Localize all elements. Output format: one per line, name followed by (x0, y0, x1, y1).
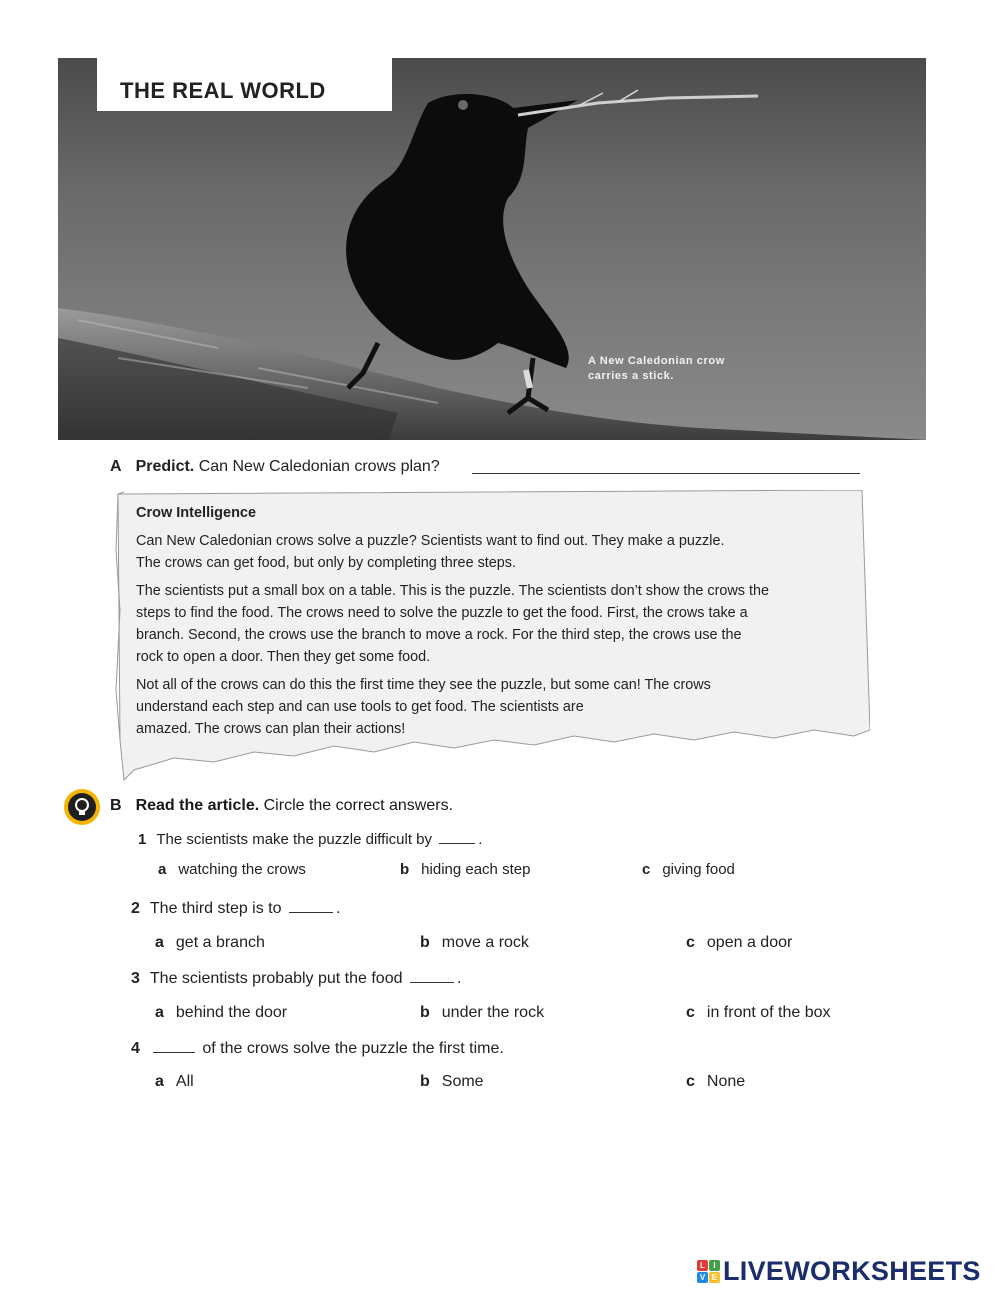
option-text: All (175, 1073, 194, 1090)
article-line: branch. Second, the crows use the branch to move a rock. For the third step, the crows use the (136, 627, 742, 643)
photo-caption (588, 354, 788, 384)
logo-blocks-icon (697, 1260, 721, 1284)
option-text: move a rock (441, 934, 529, 951)
option-text: giving food (662, 861, 735, 878)
question-number: 1 (138, 831, 147, 848)
answer-blank[interactable] (439, 831, 475, 844)
article-line: The scientists put a small box on a table. This is the puzzle. The scientists don’t show the crows the (136, 583, 769, 599)
option-letter: c (686, 1004, 695, 1021)
article-line: Not all of the crows can do this the first time they see the puzzle, but some can! The crows (136, 677, 711, 693)
option-letter: a (158, 861, 167, 878)
option-2c[interactable] (686, 934, 792, 952)
option-letter: c (686, 934, 695, 951)
option-1c[interactable] (642, 861, 735, 878)
logo-block: I (709, 1260, 720, 1271)
logo-block: E (709, 1272, 720, 1283)
option-text: under the rock (441, 1004, 545, 1021)
question-number: 3 (131, 970, 140, 987)
article-line: rock to open a door. Then they get some food. (136, 649, 431, 665)
option-letter: a (155, 1073, 164, 1090)
option-letter: c (686, 1073, 695, 1090)
question-4 (131, 1040, 504, 1058)
section-banner: THE REAL WORLD (97, 58, 392, 111)
article-line: steps to find the food. The crows need to solve the puzzle to get the food. First, the crows take a (136, 605, 748, 621)
option-text: hiding each step (421, 861, 531, 878)
option-3a[interactable] (155, 1004, 287, 1022)
option-2b[interactable] (420, 934, 529, 952)
article-line: amazed. The crows can plan their actions! (136, 721, 406, 737)
option-1a[interactable] (158, 861, 306, 878)
predict-label: Predict. (135, 458, 195, 475)
section-letter: A (110, 458, 122, 475)
article-card (114, 490, 870, 782)
logo-block: L (697, 1260, 708, 1271)
article-title: Crow Intelligence (136, 505, 257, 521)
article-line: Can New Caledonian crows solve a puzzle? Scientists want to find out. They make a puzzle. (136, 533, 725, 549)
article-line: understand each step and can use tools to get food. The scientists are (136, 699, 584, 715)
option-text: behind the door (175, 1004, 288, 1021)
article-paragraph (136, 530, 860, 574)
option-text: watching the crows (178, 861, 306, 878)
predict-answer-field[interactable] (472, 473, 860, 474)
option-4a[interactable] (155, 1073, 194, 1091)
option-letter: a (155, 934, 164, 951)
article-paragraph (136, 674, 860, 740)
question-2 (131, 900, 340, 918)
question-text-end: . (335, 900, 341, 917)
question-1 (138, 831, 482, 848)
crow-illustration (58, 58, 926, 440)
logo-block: V (697, 1272, 708, 1283)
answer-blank[interactable] (410, 970, 454, 983)
question-text-end: of the crows solve the puzzle the first time. (202, 1040, 504, 1057)
crow-photo (58, 58, 926, 440)
question-text: The scientists make the puzzle difficult by (156, 831, 433, 848)
answer-blank[interactable] (153, 1040, 195, 1053)
lightbulb-icon (64, 789, 100, 825)
predict-question (110, 458, 440, 476)
option-text: in front of the box (706, 1004, 831, 1021)
option-letter: b (420, 934, 430, 951)
option-letter: b (420, 1004, 430, 1021)
option-4c[interactable] (686, 1073, 745, 1091)
option-text: get a branch (175, 934, 265, 951)
logo-text: LIVEWORKSHEETS (723, 1256, 981, 1286)
option-letter: b (400, 861, 410, 878)
option-letter: b (420, 1073, 430, 1090)
caption-line: A New Caledonian crow (588, 355, 725, 367)
answer-blank[interactable] (289, 900, 333, 913)
article-line: The crows can get food, but only by completing three steps. (136, 555, 516, 571)
question-number: 4 (131, 1040, 140, 1057)
option-2a[interactable] (155, 934, 265, 952)
option-text: None (706, 1073, 746, 1090)
section-b-instruction: Circle the correct answers. (263, 797, 454, 814)
option-3c[interactable] (686, 1004, 831, 1022)
question-text-end: . (478, 831, 483, 848)
option-text: open a door (706, 934, 793, 951)
article-body (136, 502, 860, 746)
question-text-end: . (456, 970, 462, 987)
option-letter: c (642, 861, 651, 878)
question-text: The scientists probably put the food (149, 970, 403, 987)
option-letter: a (155, 1004, 164, 1021)
option-text: Some (441, 1073, 484, 1090)
section-letter: B (110, 797, 122, 814)
section-b-label: Read the article. (135, 797, 260, 814)
question-3 (131, 970, 461, 988)
caption-line: carries a stick. (588, 370, 675, 382)
question-number: 2 (131, 900, 140, 917)
option-3b[interactable] (420, 1004, 544, 1022)
predict-text: Can New Caledonian crows plan? (198, 458, 440, 475)
option-1b[interactable] (400, 861, 530, 878)
option-4b[interactable] (420, 1073, 484, 1091)
section-b-heading (110, 797, 453, 815)
article-paragraph (136, 580, 860, 668)
question-text: The third step is to (149, 900, 282, 917)
